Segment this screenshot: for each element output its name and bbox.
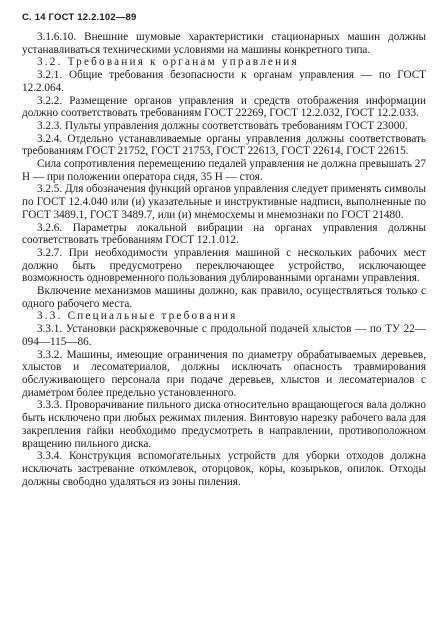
paragraph-3-2-6: 3.2.6. Параметры локальной вибрации на органах управления должны соответствовать требованиям ГОСТ 12.1.012. [22,221,426,247]
paragraph-3-3-2: 3.3.2. Машины, имеющие ограничения по диаметру обрабатываемых деревьев, хлыстов и лесоматериалов, должны исключать опасность травмирования обслуживающего персонала при подаче деревьев, хлыстов и лесоматериалов с диаметром более предельно установленного. [22,348,426,399]
section-heading-3-3: 3.3. Специальные требования [37,310,238,323]
paragraph-3-2-4: 3.2.4. Отдельно устанавливаемые органы управления должны соответствовать требованиям ГОСТ 21752, ГОСТ 21753, ГОСТ 22613, ГОСТ 22614, ГОСТ 22615. [22,132,426,158]
paragraph-3-2-3: 3.2.3. Пульты управления должны соответствовать требованиям ГОСТ 23000. [37,119,408,132]
paragraph-3-3-3: 3.3.3. Проворачивание пильного диска относительно вращающегося вала должно быть исключено при любых режимах пиления. Винтовую нарезку рабочего вала для закрепления гайки необходимо предусмотреть в направлении, противоположном вращению пильного диска. [22,399,426,450]
paragraph-3-2-7: 3.2.7. При необходимости управления машиной с нескольких рабочих мест должно быть предусмотрено переключающее устройство, исключающее возможность одновременного пользования дублированными органами управления. [22,246,426,285]
paragraph-3-3-4: 3.3.4. Конструкция вспомогательных устройств для уборки отходов должна исключать застревание откомлевок, оторцовок, коры, козырьков, опилок. Отходы должны свободно удаляться из зоны пиления. [22,450,426,488]
paragraph-3-2-5: 3.2.5. Для обозначения функций органов управления следует применять символы по ГОСТ 12.4.040 или (и) указательные и инструктивные надписи, выполненные по ГОСТ 3489.1, ГОСТ 3489.7, или (и) мнемосхемы и мнемознаки по ГОСТ 21480. [22,183,426,221]
paragraph-3-3-1: 3.3.1. Установки раскряжевочные с продольной подачей хлыстов — по ТУ 22—094—115—86. [22,323,426,348]
document-page [22,12,426,488]
paragraph-single-workplace: Включение механизмов машины должно, как правило, осуществляться только с одного рабочего места. [22,285,426,310]
paragraph-3-1-6-10: 3.1.6.10. Внешние шумовые характеристики стационарных машин должны устанавливаться техническими условиями на машины конкретного типа. [22,31,426,56]
paragraph-pedal-force: Сила сопротивления перемещению педалей управления не должна превышать 27 Н — при положении оператора сидя, 35 Н — стоя. [22,158,426,183]
page-header: С. 14 ГОСТ 12.2.102—89 [22,12,137,23]
document-body [22,31,426,488]
paragraph-3-2-2: 3.2.2. Размещение органов управления и средств отображения информации должно соответствовать требованиям ГОСТ 22269, ГОСТ 12.2.032, ГОСТ 12.2.033. [22,94,426,120]
paragraph-3-2-1: 3.2.1. Общие требования безопасности к органам управления — по ГОСТ 12.2.064. [22,69,426,94]
section-heading-3-2: 3.2. Требования к органам управления [37,56,299,69]
